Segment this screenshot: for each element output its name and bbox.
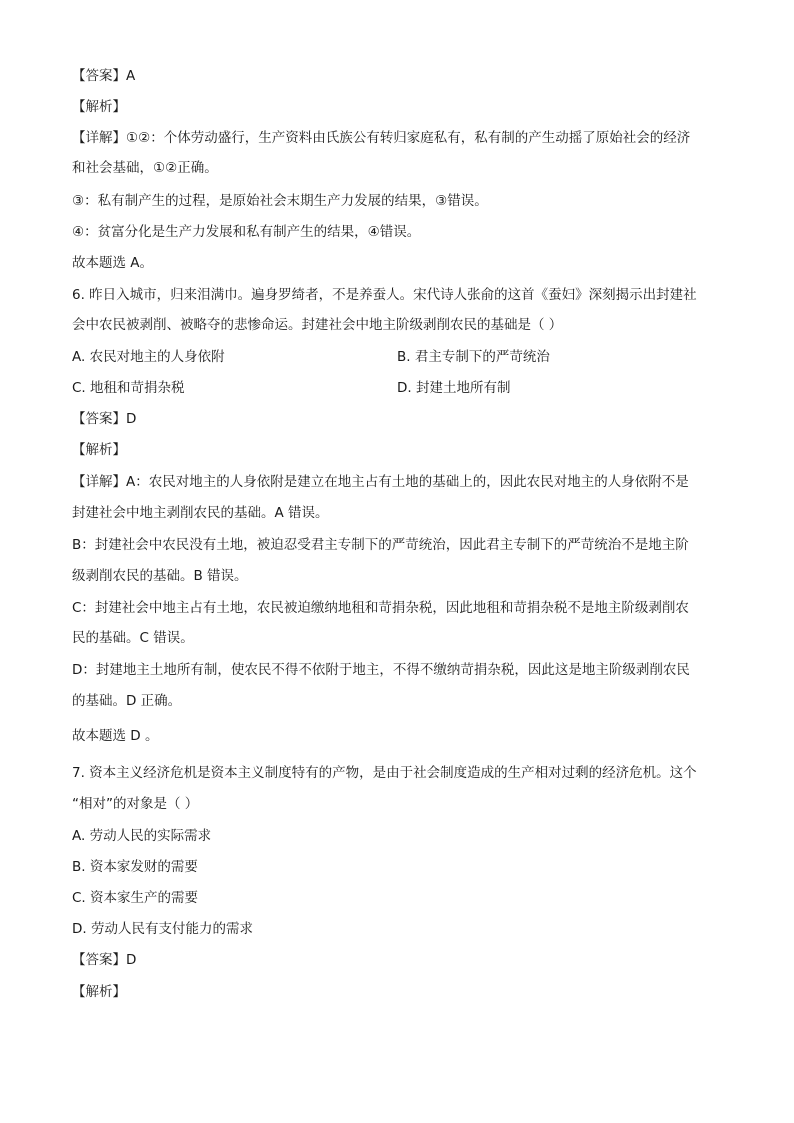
question-7-option-d: D. 劳动人民有支付能力的需求 (72, 921, 253, 937)
question-6-option-d: D. 封建土地所有制 (397, 380, 511, 396)
question-6-stem: 6. 昨日入城市，归来泪满巾。遍身罗绮者，不是养蚕人。宋代诗人张俞的这首《蚕妇》深刻揭示出封建社 (72, 287, 697, 303)
detail-text: 的基础。D 正确。 (72, 693, 182, 709)
detail-text: 封建社会中地主剥削农民的基础。A 错误。 (72, 505, 329, 521)
detail-text: 和社会基础，①②正确。 (72, 160, 218, 176)
conclusion-text: 故本题选 D 。 (72, 728, 159, 744)
question-7-stem: “相对”的对象是（ ） (72, 796, 199, 812)
question-6-stem: 会中农民被剥削、被略夺的悲惨命运。封建社会中地主阶级剥削农民的基础是（ ） (72, 317, 563, 333)
detail-text: ④：贫富分化是生产力发展和私有制产生的结果，④错误。 (72, 224, 421, 240)
detail-text: B：封建社会中农民没有土地，被迫忍受君主专制下的严苛统治，因此君主专制下的严苛统治不是地主阶 (72, 537, 689, 553)
conclusion-text: 故本题选 A。 (72, 255, 154, 271)
detail-text: ③：私有制产生的过程，是原始社会末期生产力发展的结果，③错误。 (72, 193, 488, 209)
question-6-option-c: C. 地租和苛捐杂税 (72, 380, 185, 396)
analysis-label: 【解析】 (72, 984, 126, 1000)
question-7-stem: 7. 资本主义经济危机是资本主义制度特有的产物，是由于社会制度造成的生产相对过剩的经济危机。这个 (72, 765, 697, 781)
question-7-option-a: A. 劳动人民的实际需求 (72, 828, 212, 844)
analysis-label: 【解析】 (72, 99, 126, 115)
detail-text: 【详解】A：农民对地主的人身依附是建立在地主占有土地的基础上的，因此农民对地主的人身依附不是 (72, 474, 689, 490)
answer-label: 【答案】D (72, 411, 137, 427)
answer-label: 【答案】D (72, 952, 137, 968)
question-7-option-c: C. 资本家生产的需要 (72, 890, 199, 906)
detail-text: 级剥削农民的基础。B 错误。 (72, 568, 248, 584)
detail-text: 【详解】①②：个体劳动盛行，生产资料由氏族公有转归家庭私有，私有制的产生动摇了原始社会的经济 (72, 130, 691, 146)
question-6-option-a: A. 农民对地主的人身依附 (72, 349, 225, 365)
answer-label: 【答案】A (72, 68, 136, 84)
question-6-option-b: B. 君主专制下的严苛统治 (397, 349, 550, 365)
detail-text: C：封建社会中地主占有土地，农民被迫缴纳地租和苛捐杂税，因此地租和苛捐杂税不是地主阶级剥削农 (72, 600, 689, 616)
detail-text: 民的基础。C 错误。 (72, 630, 194, 646)
analysis-label: 【解析】 (72, 442, 126, 458)
detail-text: D：封建地主土地所有制，使农民不得不依附于地主，不得不缴纳苛捐杂税，因此这是地主阶级剥削农民 (72, 662, 690, 678)
question-7-option-b: B. 资本家发财的需要 (72, 859, 198, 875)
